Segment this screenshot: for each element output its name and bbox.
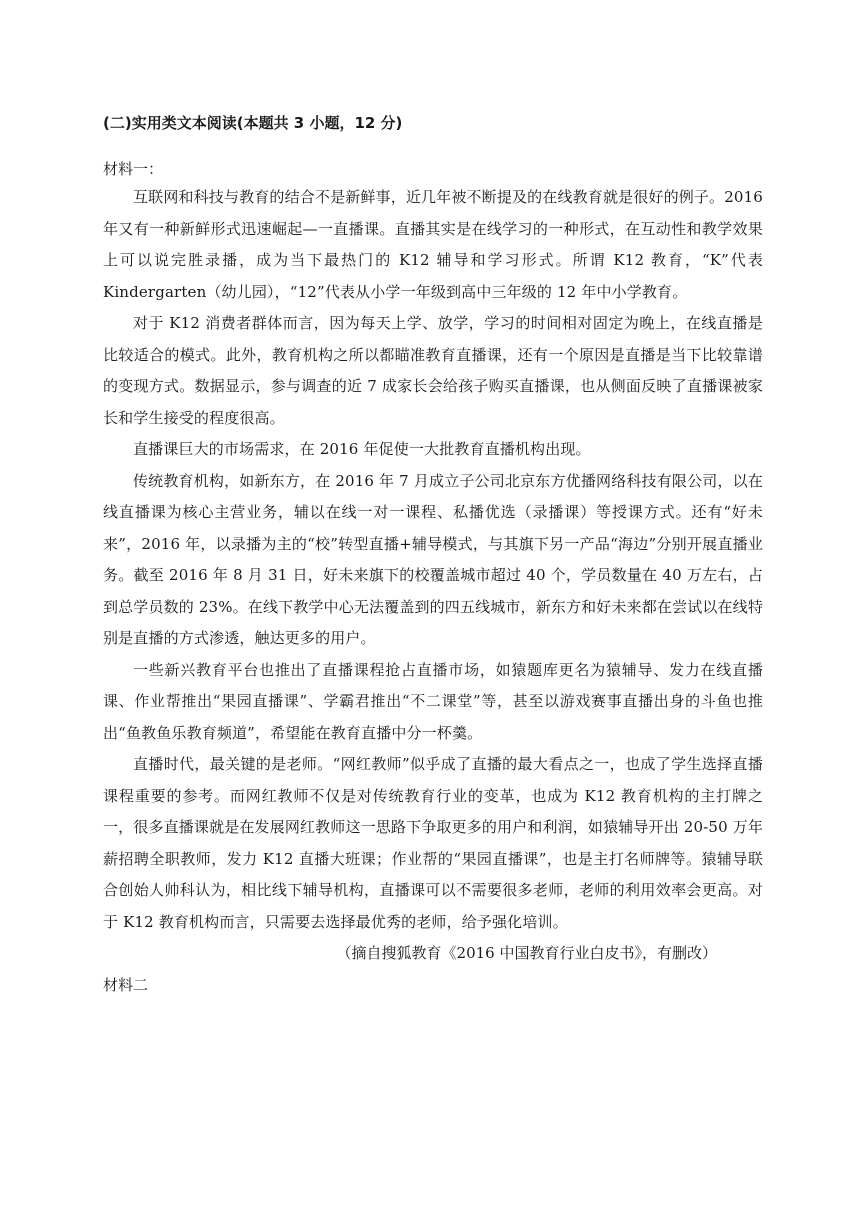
section-title: (二)实用类文本阅读(本题共 3 小题，12 分) <box>103 114 403 132</box>
paragraph-4: 传统教育机构，如新东方，在 2016 年 7 月成立子公司北京东方优播网络科技有限公司，以在线直播课为核心主营业务，辅以在线一对一课程、私播优选（录播课）等授课方式。还有“好未来”，2016 年，以录播为主的“校”转型直播+辅导模式，与其旗下另一产品“海边”分别开展直播业务。截至 2016 年 8 月 31 日，好未来旗下的校覆盖城市超过 40 个，学员数量在 40 万左右，占到总学员数的 23%。在线下教学中心无法覆盖到的四五线城市，新东方和好未来都在尝试以在线特别是直播的方式渗透，触达更多的用户。 <box>103 471 763 647</box>
paragraph-6: 直播时代，最关键的是老师。“网红教师”似乎成了直播的最大看点之一，也成了学生选择直播课程重要的参考。而网红教师不仅是对传统教育行业的变革，也成为 K12 教育机构的主打牌之一，很多直播课就是在发展网红教师这一思路下争取更多的用户和利润，如猿辅导开出 20-50 万年薪招聘全职教师，发力 K12 直播大班课；作业帮的“果园直播课”，也是主打名师牌等。猿辅导联合创始人帅科认为，相比线下辅导机构，直播课可以不需要很多老师，老师的利用效率会更高。对于 K12 教育机构而言，只需要去选择最优秀的老师，给予强化培训。 <box>103 755 763 931</box>
document-page <box>103 100 763 1001</box>
material-2-label: 材料二 <box>103 975 149 994</box>
source-citation: （摘自搜狐教育《2016 中国教育行业白皮书》，有删改） <box>336 944 717 962</box>
paragraph-3: 直播课巨大的市场需求，在 2016 年促使一大批教育直播机构出现。 <box>133 440 591 458</box>
paragraph-1: 互联网和科技与教育的结合不是新鲜事，近几年被不断提及的在线教育就是很好的例子。2016 年又有一种新鲜形式迅速崛起—一直播课。直播其实是在线学习的一种形式，在互动性和教学效果上可以说完胜录播，成为当下最热门的 K12 辅导和学习形式。所谓 K12 教育，“K”代表 Kindergarten（幼儿园），“12”代表从小学一年级到高中三年级的 12 年中小学教育。 <box>103 188 763 301</box>
material-1-label: 材料一： <box>103 160 164 178</box>
paragraph-5: 一些新兴教育平台也推出了直播课程抢占直播市场，如猿题库更名为猿辅导、发力在线直播课、作业帮推出“果园直播课”、学霸君推出“不二课堂”等，甚至以游戏赛事直播出身的斗鱼也推出“鱼教鱼乐教育频道”，希望能在教育直播中分一杯羹。 <box>103 660 763 742</box>
paragraph-2: 对于 K12 消费者群体而言，因为每天上学、放学，学习的时间相对固定为晚上，在线直播是比较适合的模式。此外，教育机构之所以都瞄准教育直播课，还有一个原因是直播是当下比较靠谱的变现方式。数据显示，参与调查的近 7 成家长会给孩子购买直播课，也从侧面反映了直播课被家长和学生接受的程度很高。 <box>103 314 763 427</box>
